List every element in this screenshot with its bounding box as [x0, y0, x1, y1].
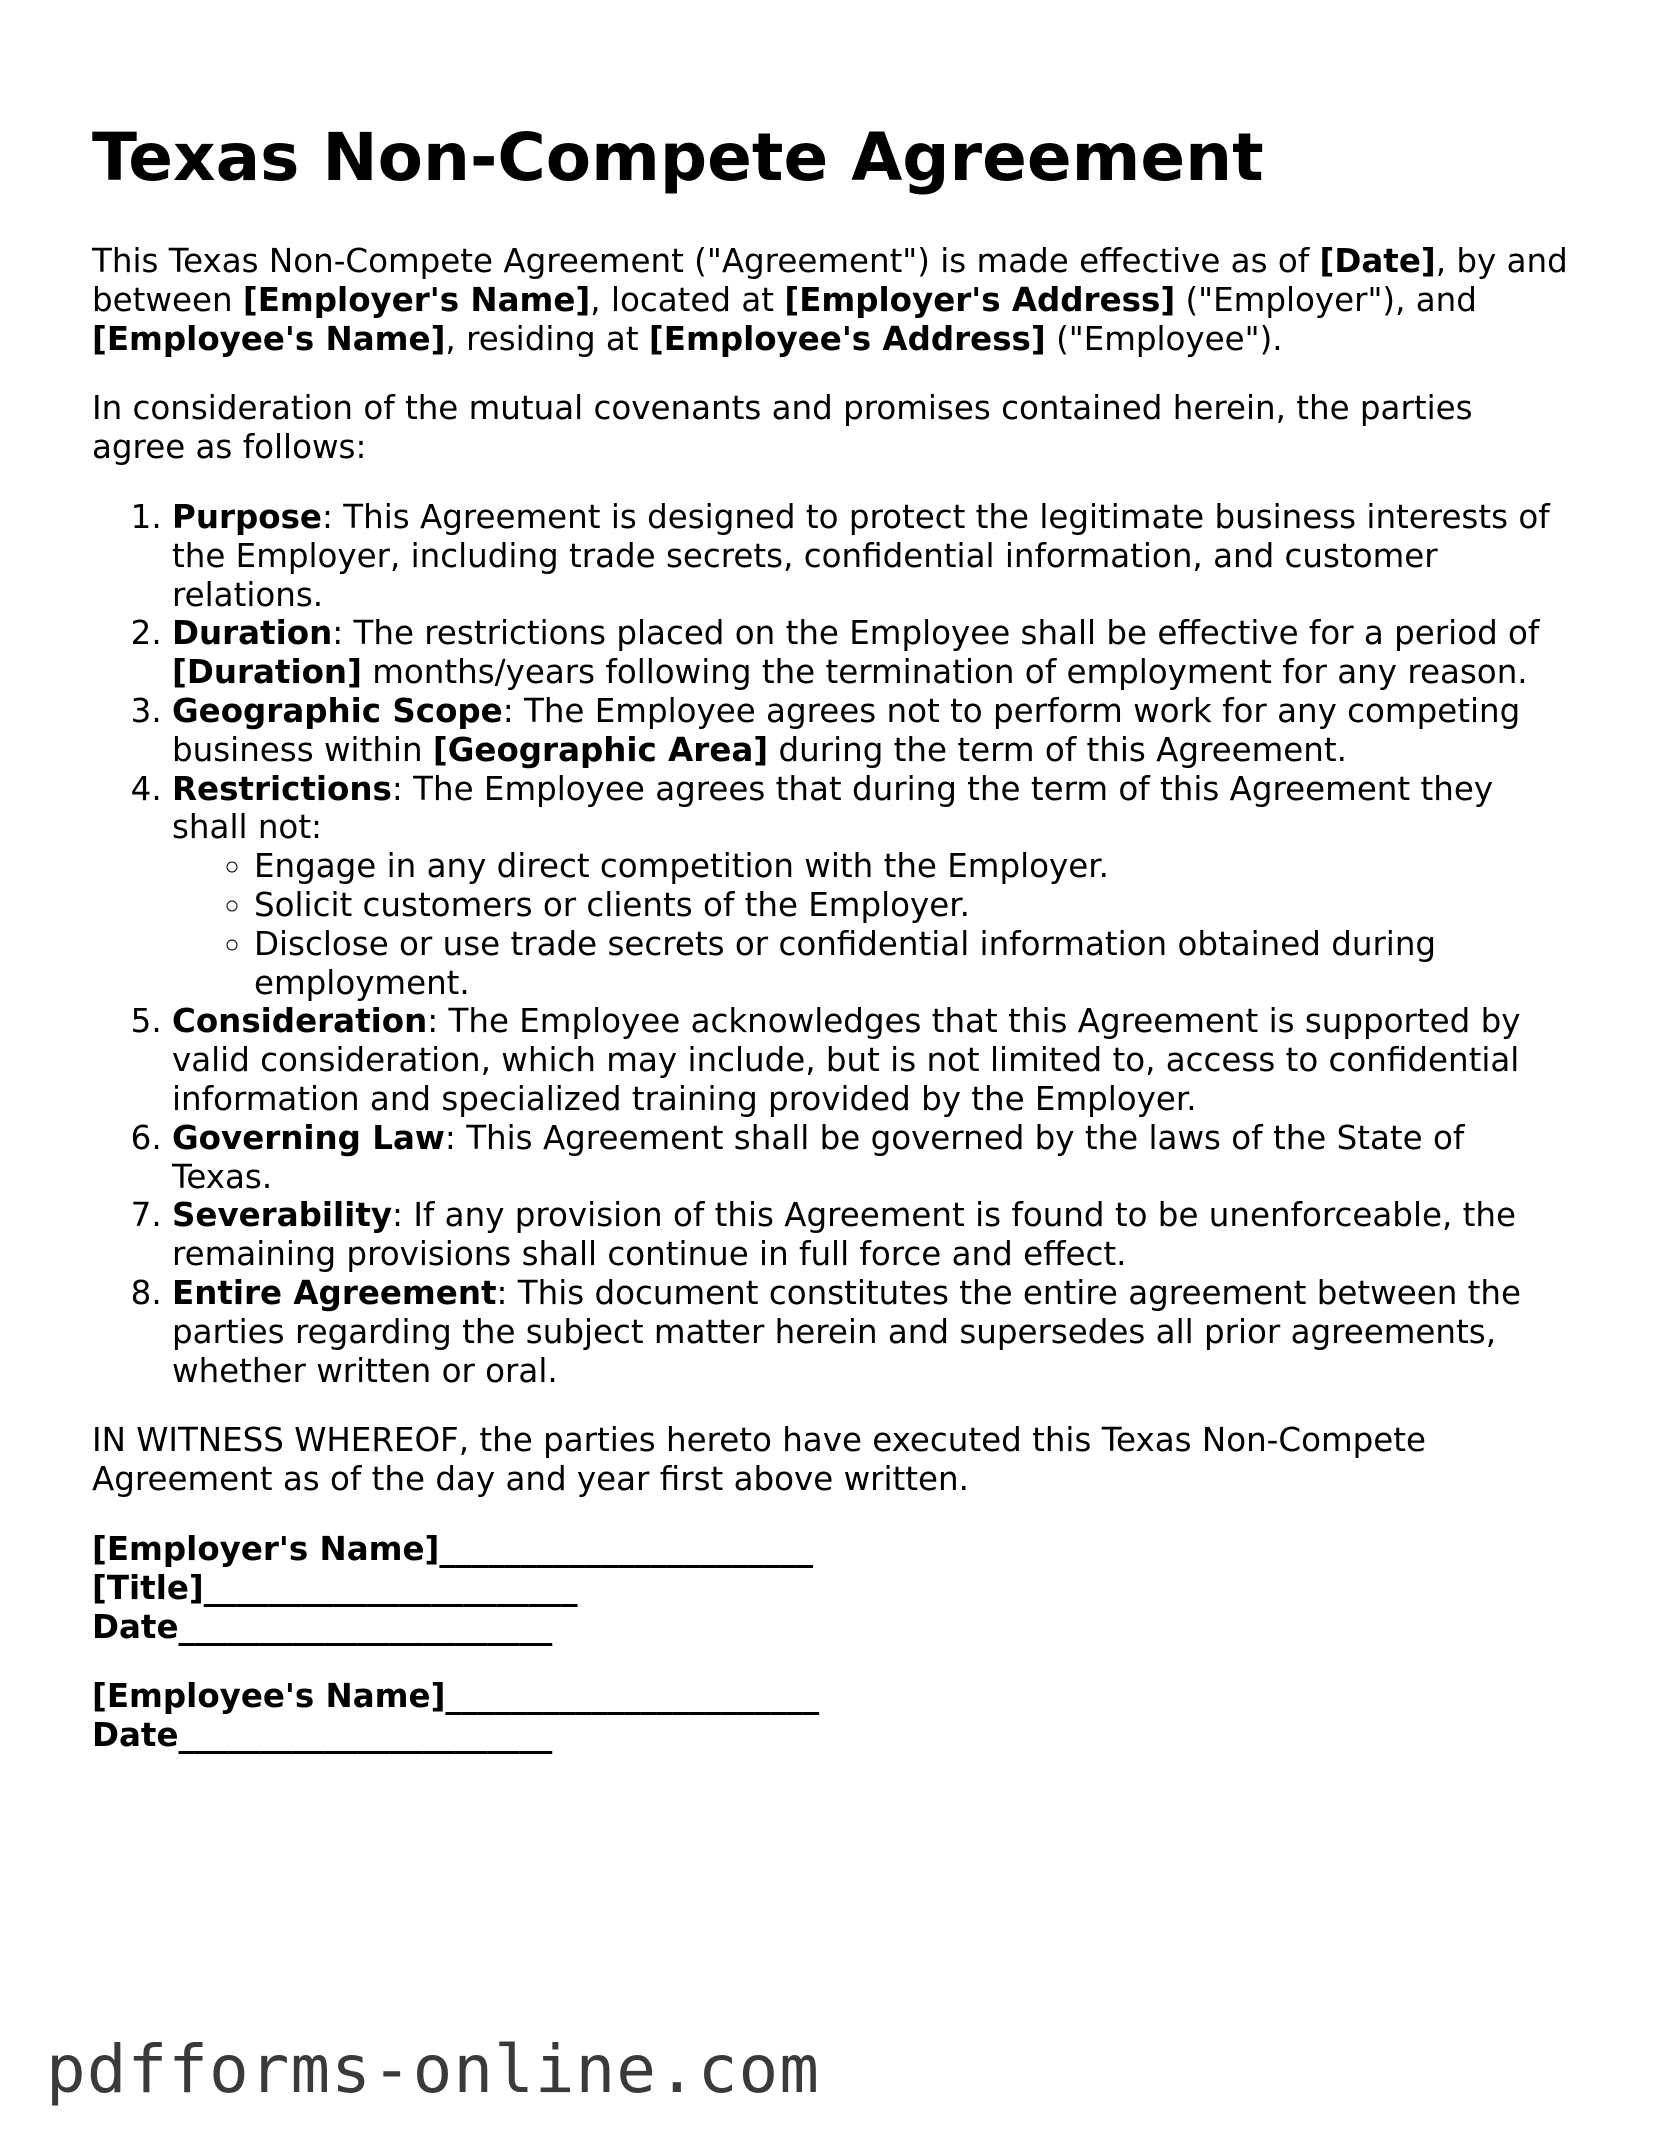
clause-heading: Duration	[172, 614, 333, 653]
clause-heading: Geographic Scope	[172, 691, 503, 730]
intro-text: , located at	[590, 280, 785, 319]
clause-text: : This Agreement is designed to protect the legitimate business interests of the Employer, including trade secrets, confidential information, and customer relations.	[172, 497, 1550, 614]
witness-paragraph: IN WITNESS WHEREOF, the parties hereto have executed this Texas Non-Compete Agreement as of the day and year first above written.	[92, 1421, 1427, 1499]
employee-name-signature-line: [Employee's Name]_______________________	[92, 1677, 820, 1716]
clauses-list	[92, 498, 1572, 1390]
clause-text: : The Employee agrees that during the term of this Agreement they shall not:	[172, 769, 1494, 847]
intro-text: , by and between	[92, 242, 1568, 319]
employer-signature-block	[92, 1530, 1572, 1646]
geographic-area-placeholder: [Geographic Area]	[432, 730, 769, 769]
restriction-item: ◦ Engage in any direct competition with the Employer.	[254, 847, 1572, 886]
clause-heading: Purpose	[172, 497, 322, 536]
restriction-item: ◦ Solicit customers or clients of the Employer.	[254, 886, 1572, 925]
restrictions-sublist	[172, 847, 1572, 1002]
employee-name-placeholder: [Employee's Name]	[92, 319, 446, 358]
document-page	[92, 118, 1572, 1786]
employee-signature-block	[92, 1677, 1572, 1755]
title-signature-line: [Title]_______________________	[92, 1568, 578, 1607]
clause-consideration	[172, 1002, 1572, 1118]
clause-heading: Restrictions	[172, 769, 392, 808]
intro-text: ("Employee").	[1045, 319, 1283, 358]
intro-text: , residing at	[445, 319, 649, 358]
clause-heading: Severability	[172, 1196, 393, 1235]
site-watermark: pdfforms-online.com	[46, 2031, 820, 2108]
duration-placeholder: [Duration]	[172, 653, 362, 692]
intro-text: This Texas Non-Compete Agreement ("Agreement") is made effective as of	[92, 242, 1320, 280]
date-placeholder: [Date]	[1319, 242, 1436, 280]
clause-text: : If any provision of this Agreement is found to be unenforceable, the remaining provisions shall continue in full force and effect.	[172, 1196, 1516, 1274]
clause-text: : This document constitutes the entire agreement between the parties regarding the subject matter herein and supersedes all prior agreements, whether written or oral.	[172, 1273, 1521, 1390]
clause-text: : The Employee acknowledges that this Agreement is supported by valid consideration, which may include, but is not limited to, access to confidential information and specialized training provided by the Employer.	[172, 1002, 1521, 1118]
clause-geographic-scope	[172, 692, 1572, 770]
clause-restrictions	[172, 770, 1572, 1003]
restriction-item: ◦ Disclose or use trade secrets or confidential information obtained during employment.	[254, 925, 1572, 1003]
clause-duration	[172, 614, 1572, 692]
employer-date-line: Date_______________________	[92, 1607, 553, 1646]
document-title: Texas Non-Compete Agreement	[92, 119, 1264, 196]
employer-name-signature-line: [Employer's Name]_______________________	[92, 1529, 814, 1568]
clause-heading: Governing Law	[172, 1118, 445, 1157]
consideration-intro: In consideration of the mutual covenants and promises contained herein, the parties agree as follows:	[92, 389, 1473, 467]
clause-purpose	[172, 498, 1572, 614]
clause-governing-law	[172, 1119, 1572, 1197]
employer-name-placeholder: [Employer's Name]	[242, 280, 591, 319]
clause-text: : The Employee agrees not to perform work for any competing business within	[172, 691, 1521, 769]
clause-text: months/years following the termination of employment for any reason.	[361, 653, 1528, 692]
intro-text: ("Employer"), and	[1175, 280, 1477, 319]
intro-paragraph	[92, 242, 1572, 358]
clause-text: : The restrictions placed on the Employee shall be effective for a period of	[332, 614, 1540, 653]
clause-text: during the term of this Agreement.	[768, 730, 1347, 769]
clause-heading: Entire Agreement	[172, 1273, 497, 1312]
employee-date-line: Date_______________________	[92, 1716, 553, 1755]
clause-text: : This Agreement shall be governed by the laws of the State of Texas.	[172, 1118, 1465, 1196]
employee-address-placeholder: [Employee's Address]	[648, 319, 1046, 358]
employer-address-placeholder: [Employer's Address]	[784, 280, 1176, 319]
clause-severability	[172, 1196, 1572, 1274]
clause-entire-agreement	[172, 1274, 1572, 1390]
clause-heading: Consideration	[172, 1002, 428, 1041]
